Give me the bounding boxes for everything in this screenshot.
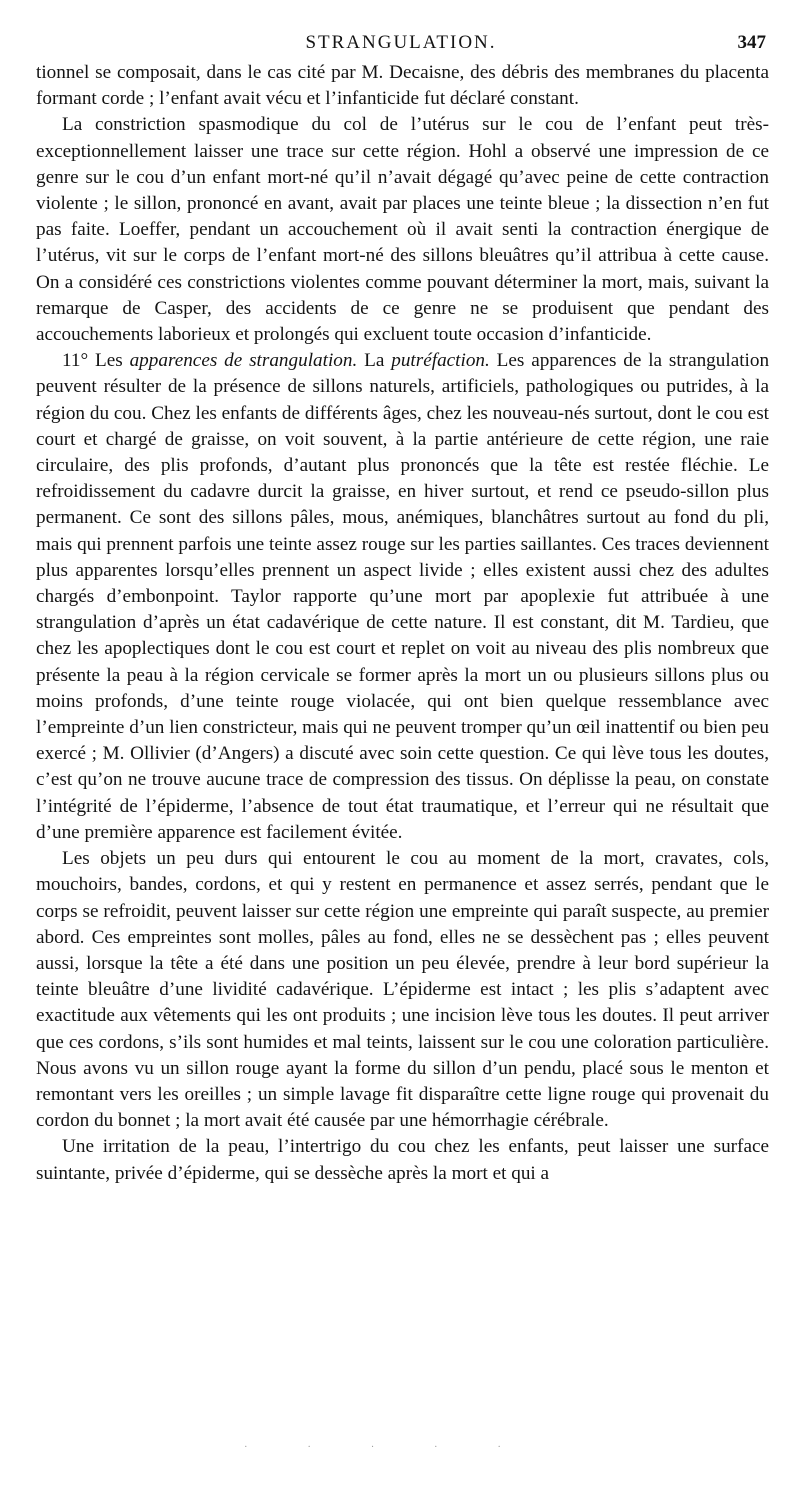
paragraph-continuation: tionnel se composait, dans le cas cité par M. Decaisne, des débris des membranes du placenta formant corde ; l’enfant avait vécu et l’infanticide fut déclaré constant. [36,62,769,110]
paragraph-irritation: Une irritation de la peau, l’intertrigo du cou chez les enfants, peut laisser une surface suintante, privée d’épiderme, qui se dessèche après la mort et qui a [36,1136,769,1184]
paragraph-section-11 [36,348,769,846]
running-head [36,30,766,56]
section-title-mid: La [364,350,385,372]
section-number: 11° [62,350,89,372]
section-title-italic-b: putréfaction. [391,350,490,372]
section-body: Les apparences de la strangulation peuvent résulter de la présence de sillons naturels, artificiels, pathologiques ou putrides, à la région du cou. Chez les enfants de différents âges, chez les nouveau-nés surtout, dont le cou est court et chargé de graisse, on voit souvent, à la partie antérieure de cette région, une raie circulaire, des plis profonds, d’autant plus prononcés que la tête est restée fléchie. Le refroidissement du cadavre durcit la graisse, en hiver surtout, et rend ce pseudo-sillon plus permanent. Ce sont des sillons pâles, mous, anémiques, blanchâtres surtout au fond du pli, mais qui prennent parfois une teinte assez rouge sur les parties saillantes. Ces traces deviennent plus apparentes lorsqu’elles prennent un aspect livide ; elles existent aussi chez des adultes chargés d’embonpoint. Taylor rapporte qu’une mort par apoplexie fut attribuée à une strangulation d’après un état cadavérique de cette nature. Il est constant, dit M. Tardieu, que chez les apoplectiques dont le cou est court et replet on voit au niveau des plis nombreux que présente la peau à la région cervicale se former après la mort un ou plusieurs sillons plus ou moins profonds, d’une teinte rouge violacée, qui ont bien quelque ressemblance avec l’empreinte d’un lien constricteur, mais qui ne peuvent tromper qu’un œil inattentif ou bien peu exercé ; M. Ollivier (d’Angers) a discuté avec soin cette question. Ce qui lève tous les doutes, c’est qu’on ne trouve aucune trace de compression des tissus. On déplisse la peau, on constate l’intégrité de l’épiderme, l’absence de tout état traumatique, et l’erreur qui ne résultait que d’une première apparence est facilement évitée. [36,350,770,843]
paragraph-constriction: La constriction spasmodique du col de l’utérus sur le cou de l’enfant peut très-exceptionnellement laisser une trace sur cette région. Hohl a observé une impression de ce genre sur le cou d’un enfant mort-né qu’il n’avait dégagé qu’avec peine de cette contraction violente ; le sillon, prononcé en avant, avait par places une teinte bleue ; la dissection n’en fut pas faite. Loeffer, pendant un accouchement où il avait senti la contraction énergique de l’utérus, vit sur le corps de l’enfant mort-né des sillons bleuâtres qu’il attribua à cette cause. On a considéré ces constrictions violentes comme pouvant déterminer la mort, mais, suivant la remarque de Casper, des accidents de ce genre ne se produisent que pendant des accouchements laborieux et prolongés qui excluent toute occasion d’infanticide. [36,114,769,346]
page-specks: ····· [244,1442,561,1453]
running-title: STRANGULATION. [305,32,497,53]
section-title-italic-a: apparences de strangulation. [129,350,358,372]
paragraph-objects: Les objets un peu durs qui entourent le cou au moment de la mort, cravates, cols, mouchoirs, bandes, cordons, et qui y restent en permanence et assez serrés, pendant que le corps se refroidit, peuvent laisser sur cette région une empreinte qui paraît suspecte, au premier abord. Ces empreintes sont molles, pâles au fond, elles ne se dessèchent pas ; elles peuvent aussi, lorsque la tête a été dans une position un peu élevée, prendre à leur bord supérieur la teinte bleuâtre d’une lividité cadavérique. L’épiderme est intact ; les plis s’adaptent avec exactitude aux vêtements qui les ont produits ; une incision lève tous les doutes. Il peut arriver que ces cordons, s’ils sont humides et mal teints, laissent sur le cou une coloration particulière. Nous avons vu un sillon rouge ayant la forme du sillon d’un pendu, placé sous le menton et remontant vers les oreilles ; un simple lavage fit disparaître cette ligne rouge qui provenait du cordon du bonnet ; la mort avait été causée par une hémorrhagie cérébrale. [36,848,769,1132]
page-number: 347 [737,32,766,53]
section-title-prefix: Les [95,350,123,372]
body-text [36,60,769,1187]
